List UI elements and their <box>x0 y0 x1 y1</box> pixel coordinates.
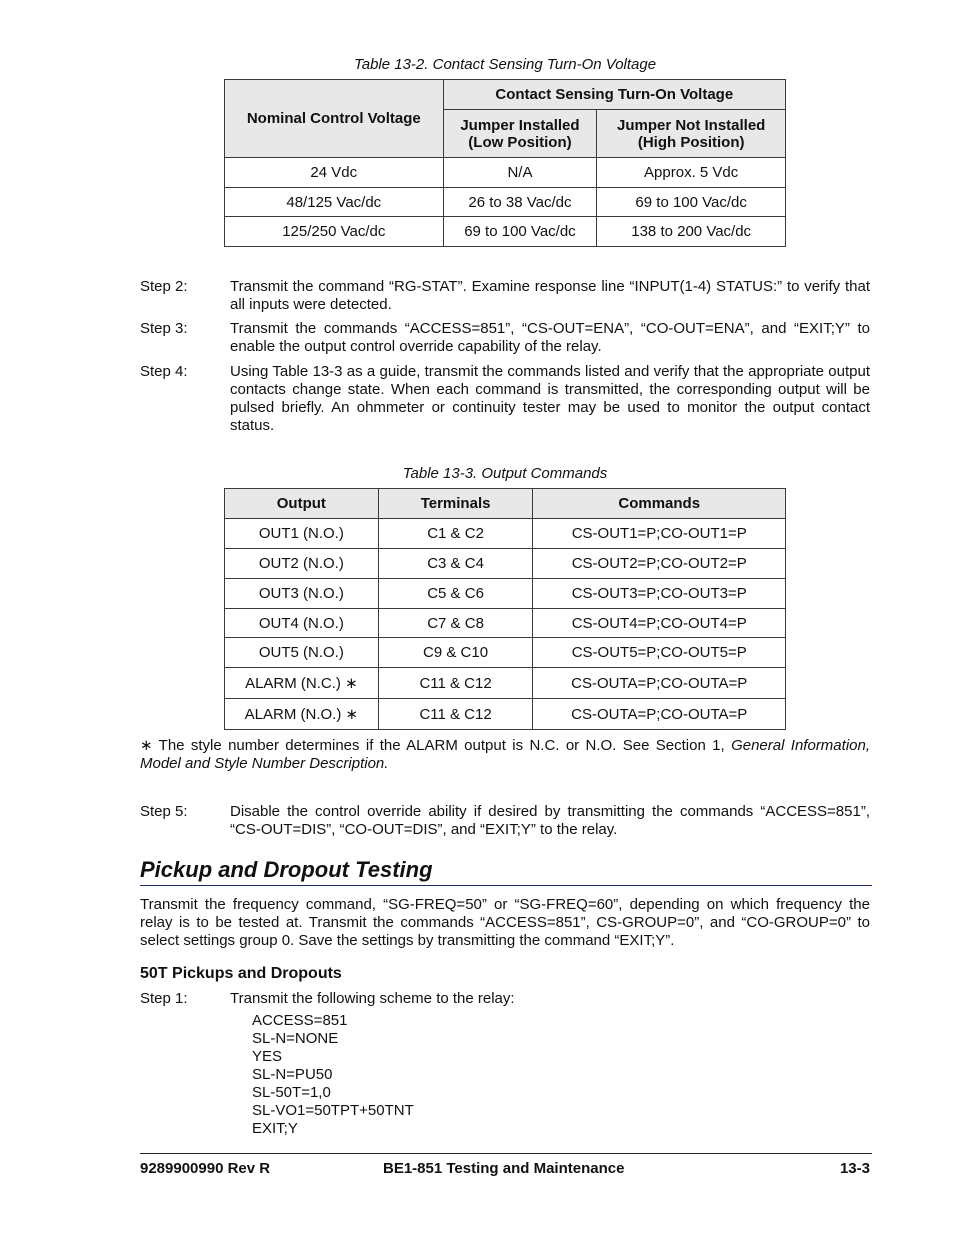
table1-header-jumper-not-installed: Jumper Not Installed (High Position) <box>597 110 786 158</box>
code-line: SL-N=NONE <box>252 1030 339 1047</box>
table-cell: 125/250 Vac/dc <box>225 217 444 247</box>
table-cell: OUT2 (N.O.) <box>225 549 379 579</box>
table2-caption: Table 13-3. Output Commands <box>402 465 608 482</box>
table-cell: CS-OUT2=P;CO-OUT2=P <box>533 549 786 579</box>
step-label: Step 2: <box>140 278 188 295</box>
table-cell: OUT1 (N.O.) <box>225 519 379 549</box>
step-4 <box>140 363 870 435</box>
table2-header-commands: Commands <box>533 489 786 519</box>
step-text: Transmit the following scheme to the relay: <box>230 990 515 1007</box>
table-cell: C3 & C4 <box>378 549 533 579</box>
scheme-code-block <box>252 1012 414 1138</box>
table-row <box>225 699 786 730</box>
table-cell: CS-OUTA=P;CO-OUTA=P <box>533 699 786 730</box>
table2-header-terminals: Terminals <box>378 489 533 519</box>
table-cell: CS-OUTA=P;CO-OUTA=P <box>533 668 786 699</box>
table-row <box>225 549 786 579</box>
table1-header-group: Contact Sensing Turn-On Voltage <box>443 80 785 110</box>
code-line: SL-VO1=50TPT+50TNT <box>252 1102 414 1119</box>
step-label: Step 5: <box>140 803 188 820</box>
table-cell: C11 & C12 <box>378 699 533 730</box>
table-cell: OUT4 (N.O.) <box>225 609 379 638</box>
table-cell: 138 to 200 Vac/dc <box>597 217 786 247</box>
table-cell: OUT3 (N.O.) <box>225 579 379 609</box>
step-text: Using Table 13-3 as a guide, transmit the commands listed and verify that the appropriate output contacts change state. When each command is transmitted, the corresponding output will be pulsed briefly. An ohmmeter or continuity tester may be used to monitor the output contact status. <box>230 363 870 434</box>
table-cell: OUT5 (N.O.) <box>225 638 379 668</box>
table-cell: 24 Vdc <box>225 158 444 188</box>
table-cell: 48/125 Vac/dc <box>225 188 444 217</box>
step-5 <box>140 803 870 839</box>
table-cell: Approx. 5 Vdc <box>597 158 786 188</box>
step-text: Transmit the command “RG-STAT”. Examine response line “INPUT(1-4) STATUS:” to verify that all inputs were detected. <box>230 278 870 313</box>
subsection-title: 50T Pickups and Dropouts <box>140 965 342 982</box>
code-line: EXIT;Y <box>252 1120 298 1137</box>
contact-sensing-table <box>224 79 786 247</box>
table-cell: 26 to 38 Vac/dc <box>443 188 597 217</box>
footer-rule <box>140 1153 872 1154</box>
step-text: Disable the control override ability if desired by transmitting the commands “ACCESS=851”, “CS-OUT=DIS”, “CO-OUT=DIS”, and “EXIT;Y” to the relay. <box>230 803 870 838</box>
footer-page-number: 13-3 <box>839 1160 870 1177</box>
step-2 <box>140 278 870 314</box>
table-row <box>225 519 786 549</box>
table2-header-output: Output <box>225 489 379 519</box>
table-row <box>225 158 786 188</box>
table-cell: 69 to 100 Vac/dc <box>443 217 597 247</box>
table-row <box>225 188 786 217</box>
step-3 <box>140 320 870 356</box>
table1-header-jumper-installed: Jumper Installed (Low Position) <box>443 110 597 158</box>
table-cell: C7 & C8 <box>378 609 533 638</box>
footnote-reference: General Information, Model and Style Number Description. <box>140 737 870 772</box>
step-label: Step 4: <box>140 363 188 380</box>
code-line: SL-50T=1,0 <box>252 1084 331 1101</box>
section-rule <box>140 885 872 886</box>
table-row <box>225 609 786 638</box>
step-text: Transmit the commands “ACCESS=851”, “CS-OUT=ENA”, “CO-OUT=ENA”, and “EXIT;Y” to enable the output control override capability of the relay. <box>230 320 870 355</box>
step-label: Step 1: <box>140 990 188 1007</box>
table-cell: C9 & C10 <box>378 638 533 668</box>
table1-header-nominal: Nominal Control Voltage <box>225 80 444 158</box>
table-row <box>225 638 786 668</box>
table-cell: ALARM (N.C.) ∗ <box>225 668 379 699</box>
table-cell: CS-OUT3=P;CO-OUT3=P <box>533 579 786 609</box>
section-intro: Transmit the frequency command, “SG-FREQ=50” or “SG-FREQ=60”, depending on which frequency the relay is to be tested at. Transmit the commands “ACCESS=851”, CS-GROUP=0”, and “CO-GROUP=0” to select settings group 0. Save the settings by transmitting the command “EXIT;Y”. <box>140 896 870 949</box>
code-line: SL-N=PU50 <box>252 1066 333 1083</box>
step-label: Step 3: <box>140 320 188 337</box>
table1-caption: Table 13-2. Contact Sensing Turn-On Voltage <box>353 56 657 73</box>
footer-doc-number: 9289900990 Rev R <box>140 1160 271 1177</box>
table-cell: N/A <box>443 158 597 188</box>
table-row <box>225 217 786 247</box>
table-row <box>225 579 786 609</box>
section-title: Pickup and Dropout Testing <box>140 857 433 882</box>
footer-title: BE1-851 Testing and Maintenance <box>383 1160 625 1177</box>
code-line: YES <box>252 1048 283 1065</box>
table-row <box>225 668 786 699</box>
table-cell: 69 to 100 Vac/dc <box>597 188 786 217</box>
footnote-text: ∗ The style number determines if the ALARM output is N.C. or N.O. See Section 1, <box>140 737 732 754</box>
code-line: ACCESS=851 <box>252 1012 348 1029</box>
table-cell: CS-OUT1=P;CO-OUT1=P <box>533 519 786 549</box>
table-cell: CS-OUT5=P;CO-OUT5=P <box>533 638 786 668</box>
table-cell: C5 & C6 <box>378 579 533 609</box>
footnote <box>140 737 870 773</box>
table-cell: ALARM (N.O.) ∗ <box>225 699 379 730</box>
table-cell: C1 & C2 <box>378 519 533 549</box>
subsection-step-1 <box>140 990 870 1008</box>
table-cell: CS-OUT4=P;CO-OUT4=P <box>533 609 786 638</box>
table-cell: C11 & C12 <box>378 668 533 699</box>
output-commands-table <box>224 488 786 730</box>
